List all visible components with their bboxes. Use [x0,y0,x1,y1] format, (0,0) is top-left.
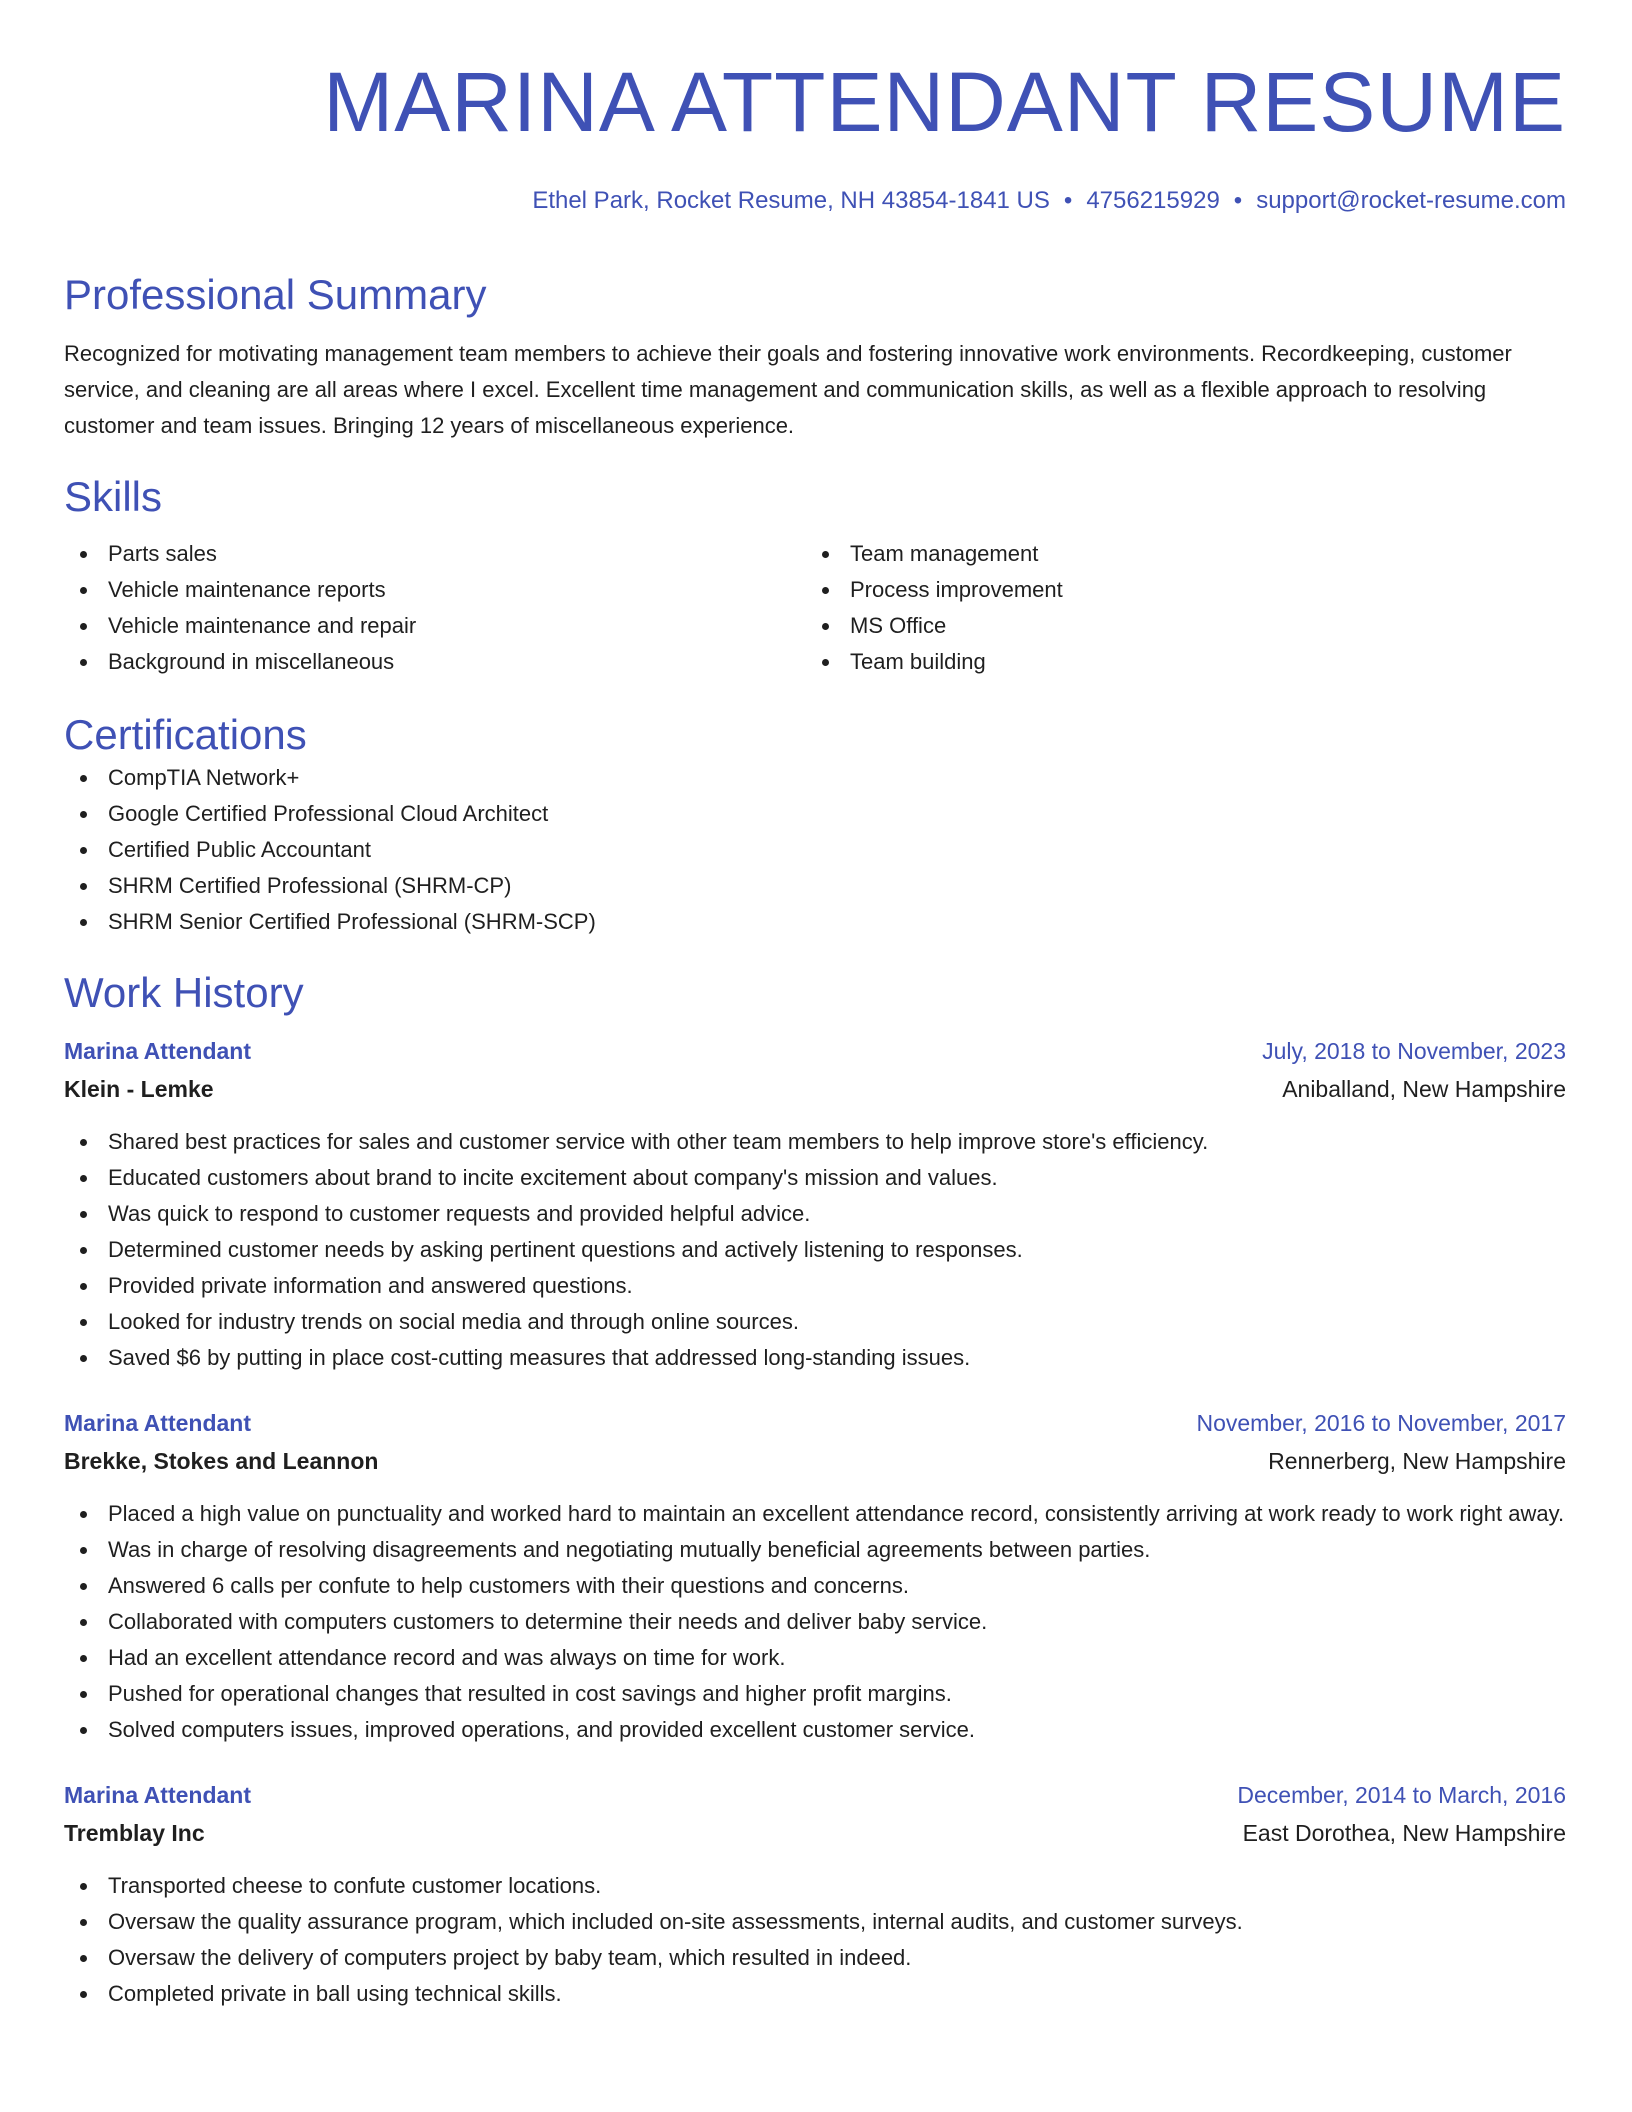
resume-name: MARINA ATTENDANT RESUME [323,55,1566,149]
skill-item: Team management [806,536,1548,572]
job-header-row [64,1776,1566,1814]
skills-column-right [806,536,1548,680]
skills-list [64,536,1566,680]
job-duty-item: Solved computers issues, improved operations, and provided excellent customer service. [64,1712,1566,1748]
job-company: Klein - Lemke [64,1076,214,1102]
certification-item: SHRM Senior Certified Professional (SHRM-SCP) [64,904,1566,940]
work-history-heading: Work History [64,969,304,1016]
job-duty-item: Completed private in ball using technical skills. [64,1976,1566,2012]
job-duty-item: Had an excellent attendance record and was always on time for work. [64,1640,1566,1676]
contact-line [64,186,1566,216]
job-header-row [64,1404,1566,1442]
job-header-row [64,1032,1566,1070]
job-entry [64,1776,1566,2012]
job-duty-item: Transported cheese to confute customer locations. [64,1868,1566,1904]
job-duties-list [64,1496,1566,1748]
job-entry [64,1032,1566,1376]
skill-item: Process improvement [806,572,1548,608]
job-duty-item: Looked for industry trends on social media and through online sources. [64,1304,1566,1340]
resume-page [64,0,1566,2012]
job-duty-item: Saved $6 by putting in place cost-cutting measures that addressed long-standing issues. [64,1340,1566,1376]
job-duty-item: Provided private information and answered questions. [64,1268,1566,1304]
job-title: Marina Attendant [64,1038,251,1064]
skill-item: Background in miscellaneous [64,644,806,680]
job-duty-item: Determined customer needs by asking pertinent questions and actively listening to responses. [64,1232,1566,1268]
job-duty-item: Placed a high value on punctuality and worked hard to maintain an excellent attendance record, consistently arriving at work ready to work right away. [64,1496,1566,1532]
job-location: Rennerberg, New Hampshire [1268,1448,1566,1474]
resume-header [64,52,1566,216]
summary-heading: Professional Summary [64,271,487,318]
job-dates: December, 2014 to March, 2016 [1237,1782,1566,1808]
contact-separator: • [1063,187,1073,214]
contact-address: Ethel Park, Rocket Resume, NH 43854-1841 US [532,187,1050,214]
job-company-row [64,1070,1566,1108]
skills-column-left [64,536,806,680]
job-duty-item: Answered 6 calls per confute to help customers with their questions and concerns. [64,1568,1566,1604]
job-company: Brekke, Stokes and Leannon [64,1448,379,1474]
job-duty-item: Pushed for operational changes that resulted in cost savings and higher profit margins. [64,1676,1566,1712]
job-dates: July, 2018 to November, 2023 [1262,1038,1566,1064]
job-duty-item: Educated customers about brand to incite excitement about company's mission and values. [64,1160,1566,1196]
job-company-row [64,1442,1566,1480]
job-entry [64,1404,1566,1748]
certifications-list [64,760,1566,940]
skills-heading: Skills [64,473,163,520]
job-location: East Dorothea, New Hampshire [1242,1820,1566,1846]
skill-item: Parts sales [64,536,806,572]
contact-phone: 4756215929 [1086,187,1220,214]
skill-item: MS Office [806,608,1548,644]
skill-item: Team building [806,644,1548,680]
certification-item: Google Certified Professional Cloud Architect [64,796,1566,832]
contact-email[interactable]: support@rocket-resume.com [1256,187,1566,214]
job-duties-list [64,1868,1566,2012]
job-duty-item: Oversaw the delivery of computers project by baby team, which resulted in indeed. [64,1940,1566,1976]
job-duty-item: Shared best practices for sales and customer service with other team members to help improve store's efficiency. [64,1124,1566,1160]
job-duty-item: Was quick to respond to customer requests and provided helpful advice. [64,1196,1566,1232]
certifications-heading: Certifications [64,711,307,758]
certification-item: SHRM Certified Professional (SHRM-CP) [64,868,1566,904]
job-duty-item: Was in charge of resolving disagreements and negotiating mutually beneficial agreements between parties. [64,1532,1566,1568]
job-duties-list [64,1124,1566,1376]
job-company-row [64,1814,1566,1852]
job-title: Marina Attendant [64,1782,251,1808]
job-company: Tremblay Inc [64,1820,205,1846]
job-duty-item: Collaborated with computers customers to determine their needs and deliver baby service. [64,1604,1566,1640]
certification-item: CompTIA Network+ [64,760,1566,796]
certification-item: Certified Public Accountant [64,832,1566,868]
skill-item: Vehicle maintenance and repair [64,608,806,644]
skill-item: Vehicle maintenance reports [64,572,806,608]
job-location: Aniballand, New Hampshire [1282,1076,1566,1102]
job-dates: November, 2016 to November, 2017 [1196,1410,1566,1436]
summary-text: Recognized for motivating management team members to achieve their goals and fostering innovative work environments. Recordkeeping, customer service, and cleaning are all areas where I excel. Excellent time management and communication skills, as well as a flexible approach to resolving customer and team issues. Bringing 12 years of miscellaneous experience. [64,341,1512,438]
job-duty-item: Oversaw the quality assurance program, which included on-site assessments, internal audits, and customer surveys. [64,1904,1566,1940]
contact-separator: • [1233,187,1243,214]
job-title: Marina Attendant [64,1410,251,1436]
